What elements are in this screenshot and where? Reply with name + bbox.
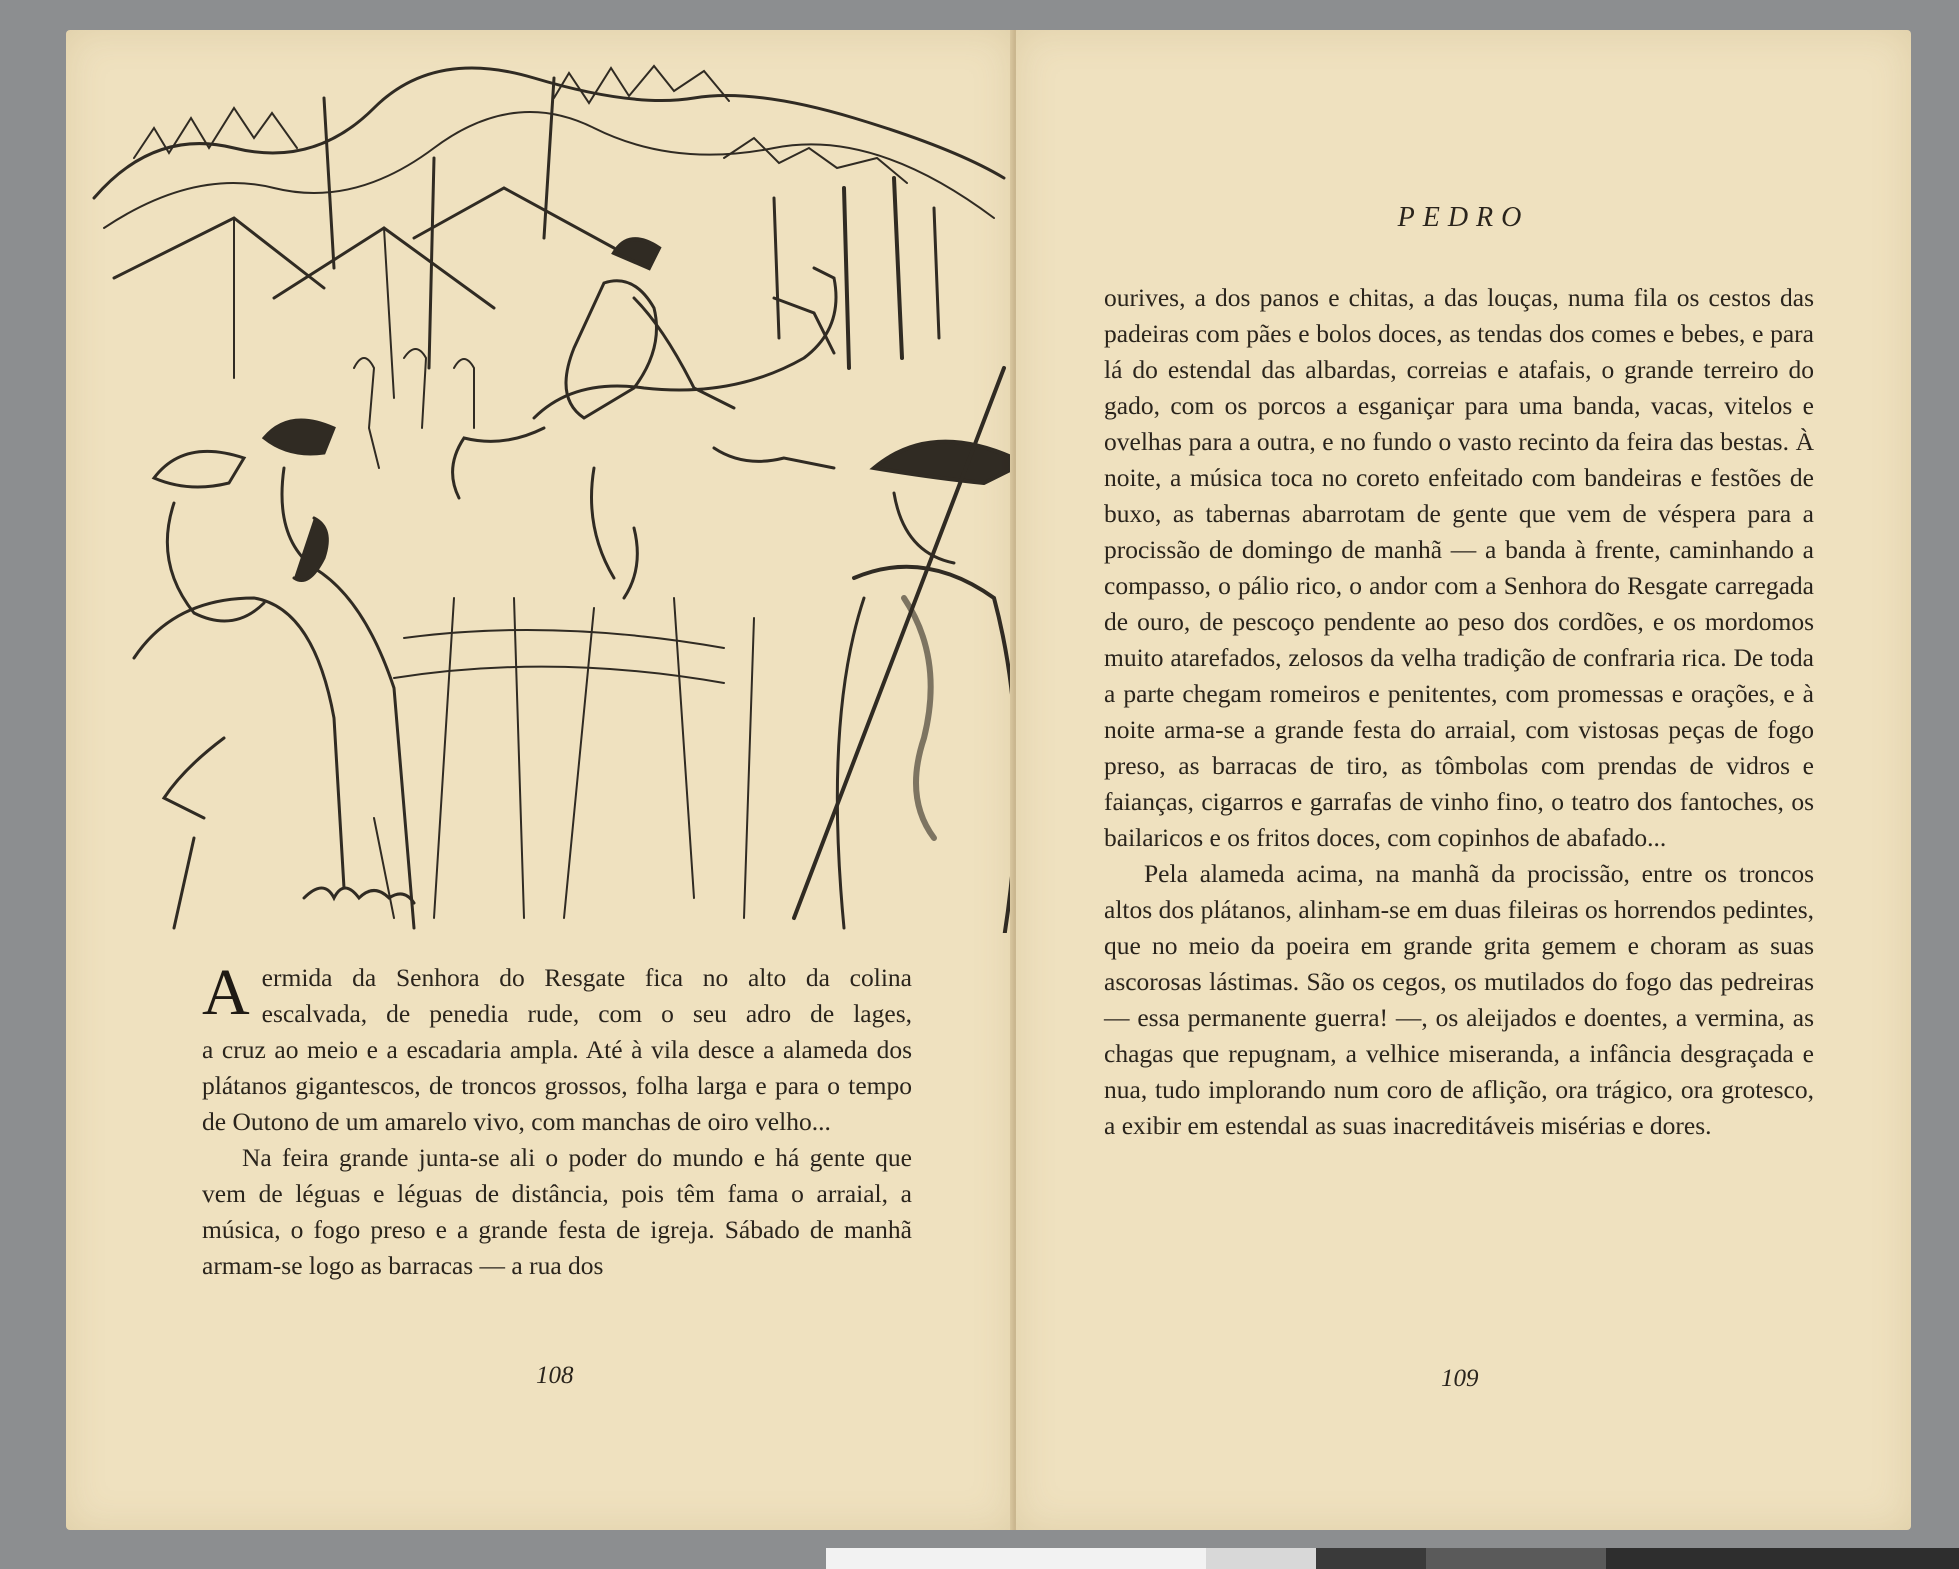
scale-ruler [826,1548,1959,1569]
text-line: a cruz ao meio e a escadaria ampla. Até à vila desce a alameda dos plátanos gigantescos, de troncos grossos, folha larga e para o tempo de Outono de um amarelo vivo, com manchas de oiro velho... [202,1035,912,1136]
paragraph: ourives, a dos panos e chitas, a das louças, numa fila os cestos das padeiras com pães e bolos doces, as tendas dos comes e bebes, e para lá do estendal das albardas, correias e atafais, o grande terreiro do gado, com os porcos a esganiçar para uma banda, vacas, vitelos e ovelhas para a outra, e no fundo o vasto recinto da feira das bestas. À noite, a música toca no coreto enfeitado com bandeiras e festões de buxo, as tabernas abarrotam de gente que vem de véspera para a procissão de domingo de manhã — a banda à frente, caminhando a compasso, o pálio rico, o andor com a Senhora do Resgate carregada de ouro, de pescoço pendente ao peso dos cordões, e os mordomos muito atarefados, zelosos da velha tradição de confraria rica. De toda a parte chegam romeiros e penitentes, com promessas e orações, e à noite arma-se a grande festa do arraial, com vistosas peças de fogo preso, as barracas de tiro, as tômbolas com prendas de vidros e faianças, cigarros e garrafas de vinho fino, o teatro dos fantoches, os bailaricos e os fritos doces, com copinhos de abafado... [1104,283,1814,852]
ruler-segment [826,1548,1206,1569]
page-number: 109 [1441,1365,1479,1392]
text-line: escalvada, de penedia rude, com o seu adro de lages, [261,999,912,1028]
running-head: PEDRO [1397,202,1530,233]
fair-illustration [74,38,1014,933]
left-page-text [202,956,912,1284]
ruler-segment [1206,1548,1316,1569]
paragraph [202,956,912,1140]
page-number: 108 [536,1362,574,1389]
ruler-segment [1316,1548,1426,1569]
paragraph: Na feira grande junta-se ali o poder do mundo e há gente que vem de léguas e léguas de distância, pois têm fama o arraial, a música, o fogo preso e a grande festa de igreja. Sábado de manhã armam-se logo as barracas — a rua dos [202,1143,912,1280]
text-line: ermida da Senhora do Resgate fica no alto da colina [261,963,912,992]
drop-cap: A [202,956,250,1029]
right-page [1016,30,1911,1530]
right-page-text [1104,280,1814,1144]
left-page [66,30,1013,1530]
ruler-segment [1606,1548,1959,1569]
paragraph: Pela alameda acima, na manhã da procissão, entre os troncos altos dos plátanos, alinham-se em duas fileiras os horrendos pedintes, que no meio da poeira em grande grita gemem e choram as suas ascorosas lástimas. São os cegos, os mutilados do fogo das pedreiras — essa permanente guerra! —, os aleijados e doentes, a vermina, as chagas que repugnam, a velhice miseranda, a infância desgraçada e nua, tudo implorando num coro de aflição, ora trágico, ora grotesco, a exibir em estendal as suas inacreditáveis misérias e dores. [1104,859,1814,1140]
ruler-segment [1426,1548,1606,1569]
